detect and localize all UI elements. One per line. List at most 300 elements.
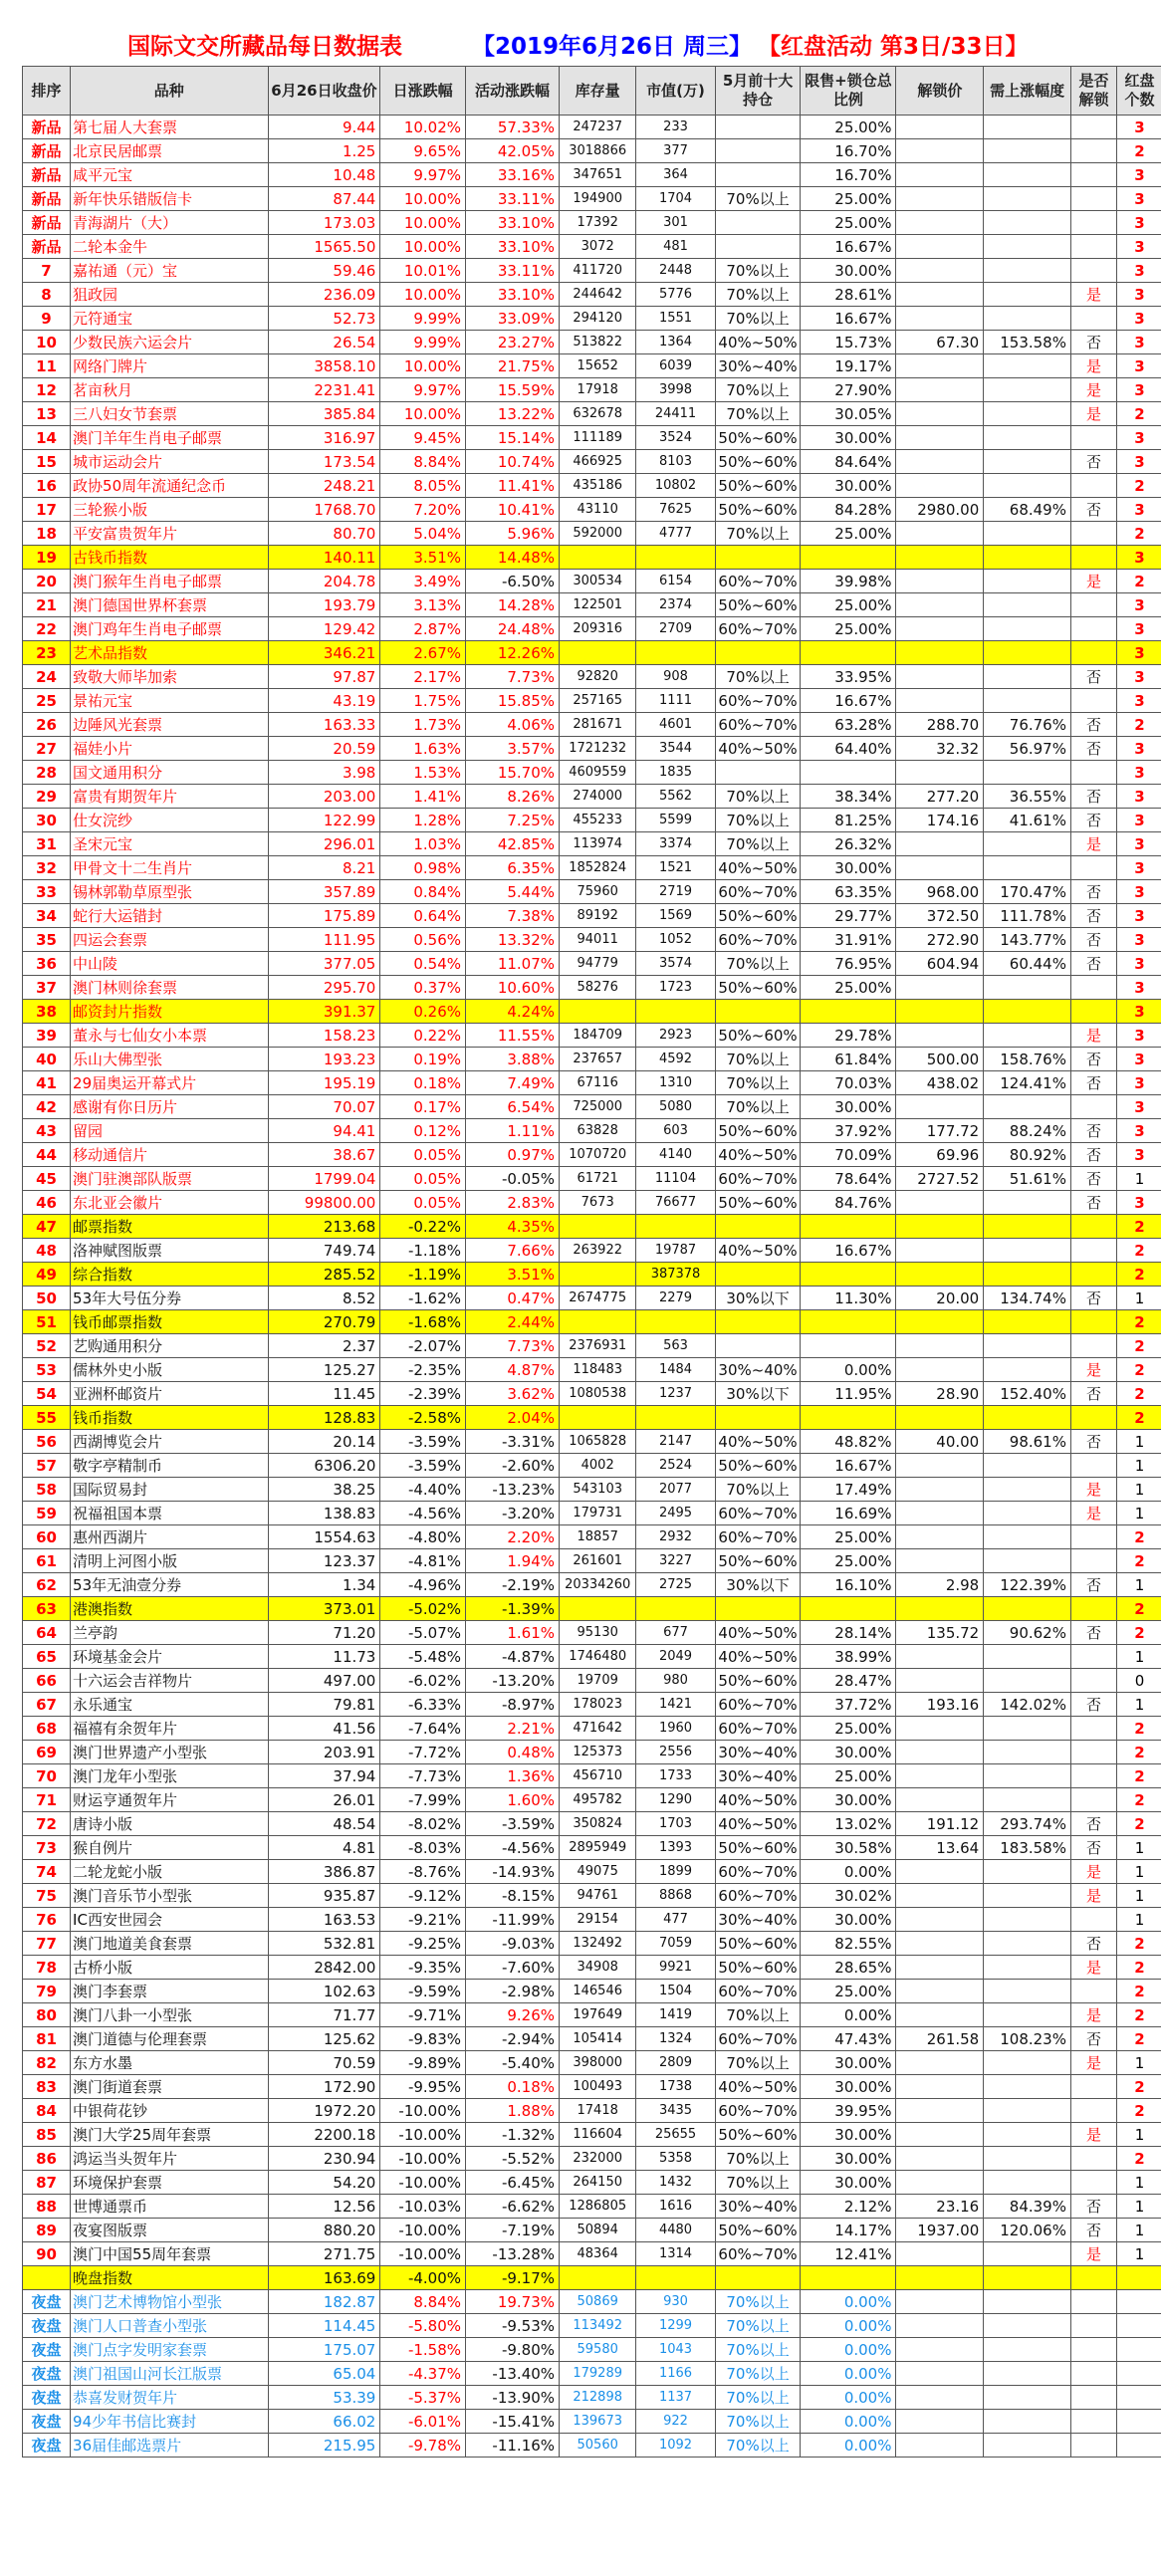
activity-change-cell: 7.25% bbox=[466, 809, 560, 832]
close-cell: 236.09 bbox=[268, 283, 380, 307]
name-cell: 网络门牌片 bbox=[71, 354, 268, 378]
unlock-price-cell bbox=[896, 235, 984, 259]
rank-cell: 新品 bbox=[23, 187, 71, 211]
rank-cell: 40 bbox=[23, 1048, 71, 1071]
market-value-cell: 1521 bbox=[636, 856, 715, 880]
daily-change-cell: -8.02% bbox=[380, 1812, 466, 1836]
top10-cell: 70%以上 bbox=[715, 283, 801, 307]
top10-cell: 60%~70% bbox=[715, 689, 801, 713]
top10-cell bbox=[715, 163, 801, 187]
red-count-cell: 3 bbox=[1116, 1191, 1161, 1215]
close-cell: 3.98 bbox=[268, 761, 380, 785]
lock-ratio-cell: 84.64% bbox=[801, 450, 896, 474]
red-count-cell: 3 bbox=[1116, 546, 1161, 570]
activity-change-cell: 7.49% bbox=[466, 1071, 560, 1095]
table-row bbox=[23, 1980, 1161, 2003]
lock-ratio-cell: 30.05% bbox=[801, 402, 896, 426]
daily-change-cell: 10.01% bbox=[380, 259, 466, 283]
rise-needed-cell bbox=[984, 283, 1071, 307]
unlock-price-cell bbox=[896, 2362, 984, 2386]
header-row bbox=[23, 67, 1161, 116]
close-cell: 52.73 bbox=[268, 307, 380, 331]
red-count-cell bbox=[1116, 2338, 1161, 2362]
market-value-cell: 1043 bbox=[636, 2338, 715, 2362]
name-cell: 平安富贵贺年片 bbox=[71, 522, 268, 546]
activity-change-cell: -2.60% bbox=[466, 1454, 560, 1478]
unlocked-cell: 是 bbox=[1070, 1024, 1116, 1048]
market-value-cell: 6039 bbox=[636, 354, 715, 378]
unlocked-cell bbox=[1070, 2410, 1116, 2434]
close-cell: 123.37 bbox=[268, 1549, 380, 1573]
activity-change-cell: 5.96% bbox=[466, 522, 560, 546]
market-value-cell: 4777 bbox=[636, 522, 715, 546]
market-value-cell: 5562 bbox=[636, 785, 715, 809]
table-row bbox=[23, 1095, 1161, 1119]
activity-change-cell: 19.73% bbox=[466, 2290, 560, 2314]
top10-cell: 30%~40% bbox=[715, 1358, 801, 1382]
rise-needed-cell bbox=[984, 378, 1071, 402]
unlocked-cell bbox=[1070, 1263, 1116, 1287]
rise-needed-cell bbox=[984, 139, 1071, 163]
activity-change-cell: -3.31% bbox=[466, 1430, 560, 1454]
unlocked-cell bbox=[1070, 1908, 1116, 1932]
market-value-cell: 11104 bbox=[636, 1167, 715, 1191]
daily-change-cell: -9.21% bbox=[380, 1908, 466, 1932]
table-row bbox=[23, 976, 1161, 1000]
close-cell: 122.99 bbox=[268, 809, 380, 832]
top10-cell: 70%以上 bbox=[715, 2362, 801, 2386]
close-cell: 10.48 bbox=[268, 163, 380, 187]
red-count-cell: 2 bbox=[1116, 1358, 1161, 1382]
table-row bbox=[23, 283, 1161, 307]
red-count-cell: 2 bbox=[1116, 713, 1161, 737]
activity-change-cell: 1.60% bbox=[466, 1788, 560, 1812]
unlocked-cell: 否 bbox=[1070, 1167, 1116, 1191]
red-count-cell: 3 bbox=[1116, 904, 1161, 928]
lock-ratio-cell: 37.92% bbox=[801, 1119, 896, 1143]
name-cell: 二轮龙蛇小版 bbox=[71, 1860, 268, 1884]
daily-change-cell: 0.98% bbox=[380, 856, 466, 880]
lock-ratio-cell bbox=[801, 1406, 896, 1430]
daily-change-cell: 3.49% bbox=[380, 570, 466, 593]
night-row bbox=[23, 2434, 1161, 2458]
unlocked-cell bbox=[1070, 1406, 1116, 1430]
top10-cell: 70%以上 bbox=[715, 952, 801, 976]
daily-change-cell: 10.00% bbox=[380, 187, 466, 211]
rank-cell: 63 bbox=[23, 1597, 71, 1621]
activity-change-cell: 33.09% bbox=[466, 307, 560, 331]
rise-needed-cell bbox=[984, 1860, 1071, 1884]
close-cell: 128.83 bbox=[268, 1406, 380, 1430]
rank-cell: 15 bbox=[23, 450, 71, 474]
night-row bbox=[23, 2362, 1161, 2386]
red-count-cell: 3 bbox=[1116, 1095, 1161, 1119]
stock-cell: 1065828 bbox=[560, 1430, 636, 1454]
table-row bbox=[23, 1071, 1161, 1095]
unlocked-cell bbox=[1070, 259, 1116, 283]
market-value-cell: 25655 bbox=[636, 2123, 715, 2147]
unlocked-cell: 否 bbox=[1070, 2027, 1116, 2051]
daily-change-cell: 9.97% bbox=[380, 163, 466, 187]
table-row bbox=[23, 1143, 1161, 1167]
lock-ratio-cell: 30.00% bbox=[801, 259, 896, 283]
activity-change-cell: 42.85% bbox=[466, 832, 560, 856]
unlock-price-cell bbox=[896, 1549, 984, 1573]
name-cell: 恭喜发财贺年片 bbox=[71, 2386, 268, 2410]
unlock-price-cell bbox=[896, 1478, 984, 1502]
unlocked-cell: 否 bbox=[1070, 1693, 1116, 1717]
close-cell: 4.81 bbox=[268, 1836, 380, 1860]
red-count-cell: 3 bbox=[1116, 976, 1161, 1000]
red-count-cell bbox=[1116, 2314, 1161, 2338]
rise-needed-cell: 56.97% bbox=[984, 737, 1071, 761]
rise-needed-cell bbox=[984, 570, 1071, 593]
name-cell: 钱币指数 bbox=[71, 1406, 268, 1430]
activity-change-cell: 5.44% bbox=[466, 880, 560, 904]
red-count-cell: 2 bbox=[1116, 1621, 1161, 1645]
top10-cell: 60%~70% bbox=[715, 1693, 801, 1717]
activity-change-cell: 1.61% bbox=[466, 1621, 560, 1645]
stock-cell: 1852824 bbox=[560, 856, 636, 880]
rise-needed-cell: 68.49% bbox=[984, 498, 1071, 522]
unlocked-cell: 是 bbox=[1070, 283, 1116, 307]
lock-ratio-cell: 13.02% bbox=[801, 1812, 896, 1836]
activity-change-cell: 33.10% bbox=[466, 283, 560, 307]
lock-ratio-cell: 30.00% bbox=[801, 426, 896, 450]
rise-needed-cell bbox=[984, 2147, 1071, 2171]
daily-change-cell: 0.05% bbox=[380, 1191, 466, 1215]
top10-cell: 50%~60% bbox=[715, 1454, 801, 1478]
activity-change-cell: -13.28% bbox=[466, 2242, 560, 2266]
unlock-price-cell: 135.72 bbox=[896, 1621, 984, 1645]
market-value-cell: 1419 bbox=[636, 2003, 715, 2027]
unlock-price-cell bbox=[896, 2266, 984, 2290]
red-count-cell: 1 bbox=[1116, 1860, 1161, 1884]
lock-ratio-cell: 16.67% bbox=[801, 307, 896, 331]
name-cell: 澳门大学25周年套票 bbox=[71, 2123, 268, 2147]
stock-cell: 232000 bbox=[560, 2147, 636, 2171]
index-row bbox=[23, 1406, 1161, 1430]
unlocked-cell bbox=[1070, 1215, 1116, 1239]
name-cell: 敬字亭精制币 bbox=[71, 1454, 268, 1478]
lock-ratio-cell: 81.25% bbox=[801, 809, 896, 832]
unlock-price-cell bbox=[896, 1956, 984, 1980]
night-row bbox=[23, 2290, 1161, 2314]
unlocked-cell bbox=[1070, 1239, 1116, 1263]
unlock-price-cell bbox=[896, 2338, 984, 2362]
stock-cell: 50560 bbox=[560, 2434, 636, 2458]
activity-change-cell: 15.59% bbox=[466, 378, 560, 402]
stock-cell: 94011 bbox=[560, 928, 636, 952]
close-cell: 102.63 bbox=[268, 1980, 380, 2003]
rise-needed-cell bbox=[984, 2314, 1071, 2338]
stock-cell: 43110 bbox=[560, 498, 636, 522]
red-count-cell: 3 bbox=[1116, 785, 1161, 809]
activity-change-cell: 2.83% bbox=[466, 1191, 560, 1215]
name-cell: 36届佳邮选票片 bbox=[71, 2434, 268, 2458]
stock-cell: 48364 bbox=[560, 2242, 636, 2266]
close-cell: 386.87 bbox=[268, 1860, 380, 1884]
stock-cell: 34908 bbox=[560, 1956, 636, 1980]
lock-ratio-cell: 16.67% bbox=[801, 1454, 896, 1478]
unlocked-cell: 否 bbox=[1070, 331, 1116, 354]
close-cell: 12.56 bbox=[268, 2195, 380, 2219]
rank-cell: 75 bbox=[23, 1884, 71, 1908]
rank-cell: 36 bbox=[23, 952, 71, 976]
top10-cell: 40%~50% bbox=[715, 1430, 801, 1454]
lock-ratio-cell: 16.70% bbox=[801, 163, 896, 187]
table-row bbox=[23, 904, 1161, 928]
rise-needed-cell bbox=[984, 1597, 1071, 1621]
rank-cell: 51 bbox=[23, 1310, 71, 1334]
top10-cell: 60%~70% bbox=[715, 2242, 801, 2266]
rise-needed-cell: 76.76% bbox=[984, 713, 1071, 737]
daily-change-cell: -8.03% bbox=[380, 1836, 466, 1860]
top10-cell: 60%~70% bbox=[715, 2099, 801, 2123]
red-count-cell: 1 bbox=[1116, 1908, 1161, 1932]
activity-change-cell: 1.88% bbox=[466, 2099, 560, 2123]
lock-ratio-cell: 63.35% bbox=[801, 880, 896, 904]
rise-needed-cell bbox=[984, 665, 1071, 689]
daily-change-cell: -9.89% bbox=[380, 2051, 466, 2075]
close-cell: 163.69 bbox=[268, 2266, 380, 2290]
table-row bbox=[23, 2099, 1161, 2123]
table-row bbox=[23, 952, 1161, 976]
lock-ratio-cell: 30.00% bbox=[801, 1908, 896, 1932]
activity-change-cell: 15.14% bbox=[466, 426, 560, 450]
name-cell: 清明上河图小版 bbox=[71, 1549, 268, 1573]
table-row bbox=[23, 259, 1161, 283]
unlocked-cell bbox=[1070, 2075, 1116, 2099]
lock-ratio-cell: 0.00% bbox=[801, 2338, 896, 2362]
col-header-count: 红盘个数 bbox=[1116, 67, 1161, 116]
activity-change-cell: -14.93% bbox=[466, 1860, 560, 1884]
rise-needed-cell bbox=[984, 2171, 1071, 2195]
name-cell: 澳门祖国山河长江版票 bbox=[71, 2362, 268, 2386]
rise-needed-cell: 80.92% bbox=[984, 1143, 1071, 1167]
rank-cell: 37 bbox=[23, 976, 71, 1000]
unlocked-cell: 否 bbox=[1070, 1287, 1116, 1310]
stock-cell: 7673 bbox=[560, 1191, 636, 1215]
red-count-cell: 2 bbox=[1116, 2027, 1161, 2051]
close-cell: 172.90 bbox=[268, 2075, 380, 2099]
unlocked-cell bbox=[1070, 2338, 1116, 2362]
close-cell: 53.39 bbox=[268, 2386, 380, 2410]
close-cell: 2200.18 bbox=[268, 2123, 380, 2147]
market-value-cell: 1551 bbox=[636, 307, 715, 331]
stock-cell: 194900 bbox=[560, 187, 636, 211]
lock-ratio-cell: 16.69% bbox=[801, 1502, 896, 1525]
market-value-cell: 4480 bbox=[636, 2219, 715, 2242]
unlock-price-cell bbox=[896, 1502, 984, 1525]
daily-change-cell: -1.62% bbox=[380, 1287, 466, 1310]
red-count-cell: 3 bbox=[1116, 259, 1161, 283]
top10-cell: 30%以下 bbox=[715, 1287, 801, 1310]
rank-cell: 34 bbox=[23, 904, 71, 928]
unlock-price-cell: 272.90 bbox=[896, 928, 984, 952]
close-cell: 138.83 bbox=[268, 1502, 380, 1525]
name-cell: 景祐元宝 bbox=[71, 689, 268, 713]
rise-needed-cell bbox=[984, 426, 1071, 450]
col-header-mval: 市值(万) bbox=[636, 67, 715, 116]
daily-change-cell: 1.75% bbox=[380, 689, 466, 713]
stock-cell: 632678 bbox=[560, 402, 636, 426]
rise-needed-cell bbox=[984, 641, 1071, 665]
top10-cell: 70%以上 bbox=[715, 1478, 801, 1502]
market-value-cell: 1290 bbox=[636, 1788, 715, 1812]
red-count-cell: 2 bbox=[1116, 1525, 1161, 1549]
stock-cell bbox=[560, 1406, 636, 1430]
red-count-cell: 2 bbox=[1116, 1382, 1161, 1406]
activity-change-cell: -11.99% bbox=[466, 1908, 560, 1932]
name-cell: 第七届人大套票 bbox=[71, 116, 268, 139]
unlock-price-cell bbox=[896, 1239, 984, 1263]
rise-needed-cell bbox=[984, 1406, 1071, 1430]
activity-change-cell: 14.28% bbox=[466, 593, 560, 617]
activity-change-cell: 10.74% bbox=[466, 450, 560, 474]
red-count-cell: 2 bbox=[1116, 474, 1161, 498]
close-cell: 175.07 bbox=[268, 2338, 380, 2362]
table-row bbox=[23, 1191, 1161, 1215]
unlocked-cell: 否 bbox=[1070, 952, 1116, 976]
title-bar bbox=[22, 22, 1161, 66]
rank-cell: 23 bbox=[23, 641, 71, 665]
rise-needed-cell bbox=[984, 1932, 1071, 1956]
rise-needed-cell bbox=[984, 1000, 1071, 1024]
unlocked-cell: 是 bbox=[1070, 354, 1116, 378]
unlock-price-cell: 277.20 bbox=[896, 785, 984, 809]
lock-ratio-cell bbox=[801, 1215, 896, 1239]
name-cell: 财运亨通贺年片 bbox=[71, 1788, 268, 1812]
stock-cell: 244642 bbox=[560, 283, 636, 307]
activity-change-cell: 1.94% bbox=[466, 1549, 560, 1573]
unlocked-cell bbox=[1070, 1645, 1116, 1669]
top10-cell: 50%~60% bbox=[715, 1024, 801, 1048]
red-count-cell: 1 bbox=[1116, 1287, 1161, 1310]
top10-cell: 30%~40% bbox=[715, 1741, 801, 1764]
rise-needed-cell bbox=[984, 211, 1071, 235]
lock-ratio-cell: 84.28% bbox=[801, 498, 896, 522]
market-value-cell: 8103 bbox=[636, 450, 715, 474]
activity-change-cell: 2.04% bbox=[466, 1406, 560, 1430]
unlocked-cell: 是 bbox=[1070, 1956, 1116, 1980]
table-row bbox=[23, 1382, 1161, 1406]
close-cell: 935.87 bbox=[268, 1884, 380, 1908]
lock-ratio-cell bbox=[801, 1263, 896, 1287]
rank-cell: 41 bbox=[23, 1071, 71, 1095]
daily-change-cell: 0.05% bbox=[380, 1143, 466, 1167]
rank-cell: 夜盘 bbox=[23, 2434, 71, 2458]
rise-needed-cell bbox=[984, 2290, 1071, 2314]
rank-cell: 25 bbox=[23, 689, 71, 713]
red-count-cell: 3 bbox=[1116, 1024, 1161, 1048]
daily-change-cell: 2.67% bbox=[380, 641, 466, 665]
col-header-rank: 排序 bbox=[23, 67, 71, 116]
name-cell: 十六运会吉祥物片 bbox=[71, 1669, 268, 1693]
unlock-price-cell bbox=[896, 1908, 984, 1932]
unlock-price-cell: 174.16 bbox=[896, 809, 984, 832]
daily-change-cell: -2.07% bbox=[380, 1334, 466, 1358]
unlocked-cell: 是 bbox=[1070, 1478, 1116, 1502]
lock-ratio-cell: 39.95% bbox=[801, 2099, 896, 2123]
close-cell: 66.02 bbox=[268, 2410, 380, 2434]
rank-cell: 30 bbox=[23, 809, 71, 832]
close-cell: 215.95 bbox=[268, 2434, 380, 2458]
top10-cell bbox=[715, 1406, 801, 1430]
red-count-cell: 2 bbox=[1116, 1263, 1161, 1287]
unlock-price-cell bbox=[896, 641, 984, 665]
top10-cell: 30%以下 bbox=[715, 1382, 801, 1406]
daily-change-cell: -4.00% bbox=[380, 2266, 466, 2290]
col-header-close: 6月26日收盘价 bbox=[268, 67, 380, 116]
lock-ratio-cell: 0.00% bbox=[801, 2314, 896, 2338]
market-value-cell: 2077 bbox=[636, 1478, 715, 1502]
top10-cell: 70%以上 bbox=[715, 1095, 801, 1119]
unlocked-cell bbox=[1070, 522, 1116, 546]
daily-change-cell: 9.97% bbox=[380, 378, 466, 402]
market-value-cell: 481 bbox=[636, 235, 715, 259]
red-count-cell: 1 bbox=[1116, 1645, 1161, 1669]
rise-needed-cell bbox=[984, 402, 1071, 426]
stock-cell: 466925 bbox=[560, 450, 636, 474]
name-cell: 古钱币指数 bbox=[71, 546, 268, 570]
rank-cell: 47 bbox=[23, 1215, 71, 1239]
stock-cell: 247237 bbox=[560, 116, 636, 139]
name-cell: 澳门李套票 bbox=[71, 1980, 268, 2003]
market-value-cell: 1137 bbox=[636, 2386, 715, 2410]
top10-cell: 40%~50% bbox=[715, 737, 801, 761]
market-value-cell: 1166 bbox=[636, 2362, 715, 2386]
activity-change-cell: -2.98% bbox=[466, 1980, 560, 2003]
top10-cell: 50%~60% bbox=[715, 593, 801, 617]
unlock-price-cell bbox=[896, 2003, 984, 2027]
top10-cell: 70%以上 bbox=[715, 2386, 801, 2410]
unlocked-cell bbox=[1070, 761, 1116, 785]
lock-ratio-cell: 28.61% bbox=[801, 283, 896, 307]
red-count-cell: 3 bbox=[1116, 1000, 1161, 1024]
rise-needed-cell: 124.41% bbox=[984, 1071, 1071, 1095]
rise-needed-cell bbox=[984, 1884, 1071, 1908]
activity-change-cell: 21.75% bbox=[466, 354, 560, 378]
stock-cell: 435186 bbox=[560, 474, 636, 498]
table-row bbox=[23, 331, 1161, 354]
close-cell: 271.75 bbox=[268, 2242, 380, 2266]
unlock-price-cell: 23.16 bbox=[896, 2195, 984, 2219]
name-cell: 澳门道德与伦理套票 bbox=[71, 2027, 268, 2051]
index-row bbox=[23, 1263, 1161, 1287]
unlock-price-cell bbox=[896, 187, 984, 211]
close-cell: 8.21 bbox=[268, 856, 380, 880]
rank-cell: 45 bbox=[23, 1167, 71, 1191]
close-cell: 48.54 bbox=[268, 1812, 380, 1836]
unlock-price-cell: 13.64 bbox=[896, 1836, 984, 1860]
rise-needed-cell bbox=[984, 2386, 1071, 2410]
rise-needed-cell bbox=[984, 1549, 1071, 1573]
table-row bbox=[23, 522, 1161, 546]
red-count-cell bbox=[1116, 2290, 1161, 2314]
col-header-ratio: 限售+锁仓总比例 bbox=[801, 67, 896, 116]
name-cell: 新年快乐错版信卡 bbox=[71, 187, 268, 211]
unlock-price-cell: 500.00 bbox=[896, 1048, 984, 1071]
rise-needed-cell: 170.47% bbox=[984, 880, 1071, 904]
activity-change-cell: 24.48% bbox=[466, 617, 560, 641]
unlocked-cell bbox=[1070, 2266, 1116, 2290]
activity-change-cell: 12.26% bbox=[466, 641, 560, 665]
unlock-price-cell bbox=[896, 211, 984, 235]
close-cell: 11.73 bbox=[268, 1645, 380, 1669]
daily-change-cell: 7.20% bbox=[380, 498, 466, 522]
rank-cell: 64 bbox=[23, 1621, 71, 1645]
